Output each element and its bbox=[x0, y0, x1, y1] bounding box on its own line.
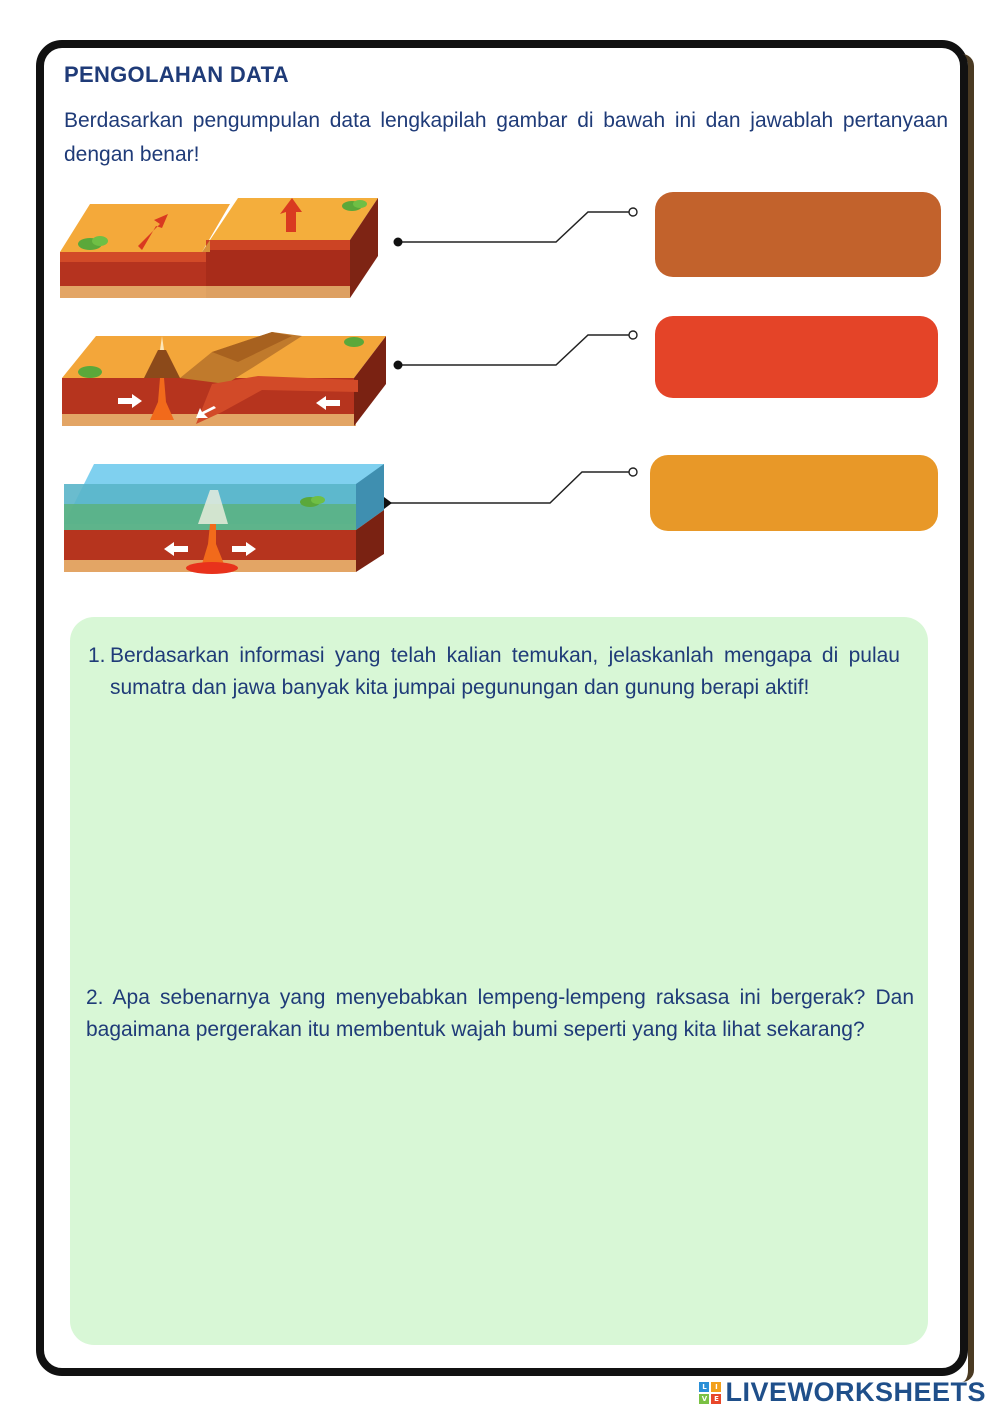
liveworksheets-logo-icon: L I V E bbox=[699, 1382, 721, 1404]
answer-box-1[interactable] bbox=[655, 192, 941, 277]
transform-fault-diagram-icon bbox=[60, 196, 382, 302]
divergent-oceanic-ridge-diagram-icon bbox=[64, 464, 386, 576]
convergent-subduction-diagram-icon bbox=[62, 328, 388, 430]
footer-brand bbox=[699, 1377, 986, 1408]
answer-box-3[interactable] bbox=[650, 455, 938, 531]
question-panel[interactable] bbox=[70, 617, 928, 1345]
instructions-text: Berdasarkan pengumpulan data lengkapilah gambar di bawah ini dan jawablah pertanyaan dengan benar! bbox=[64, 109, 948, 166]
brand-name: LIVEWORKSHEETS bbox=[725, 1377, 986, 1407]
page-title: PENGOLAHAN DATA bbox=[64, 62, 289, 87]
question-1-number: 1. bbox=[88, 644, 106, 667]
answer-box-2[interactable] bbox=[655, 316, 938, 398]
question-2-text: 2. Apa sebenarnya yang menyebabkan lempeng-lempeng raksasa ini bergerak? Dan bagaimana pergerakan itu membentuk wajah bumi seperti yang kita lihat sekarang? bbox=[86, 986, 914, 1041]
question-1 bbox=[88, 640, 900, 704]
question-1-text: Berdasarkan informasi yang telah kalian temukan, jelaskanlah mengapa di pulau sumatra dan jawa banyak kita jumpai pegunungan dan gunung berapi aktif! bbox=[110, 644, 900, 699]
